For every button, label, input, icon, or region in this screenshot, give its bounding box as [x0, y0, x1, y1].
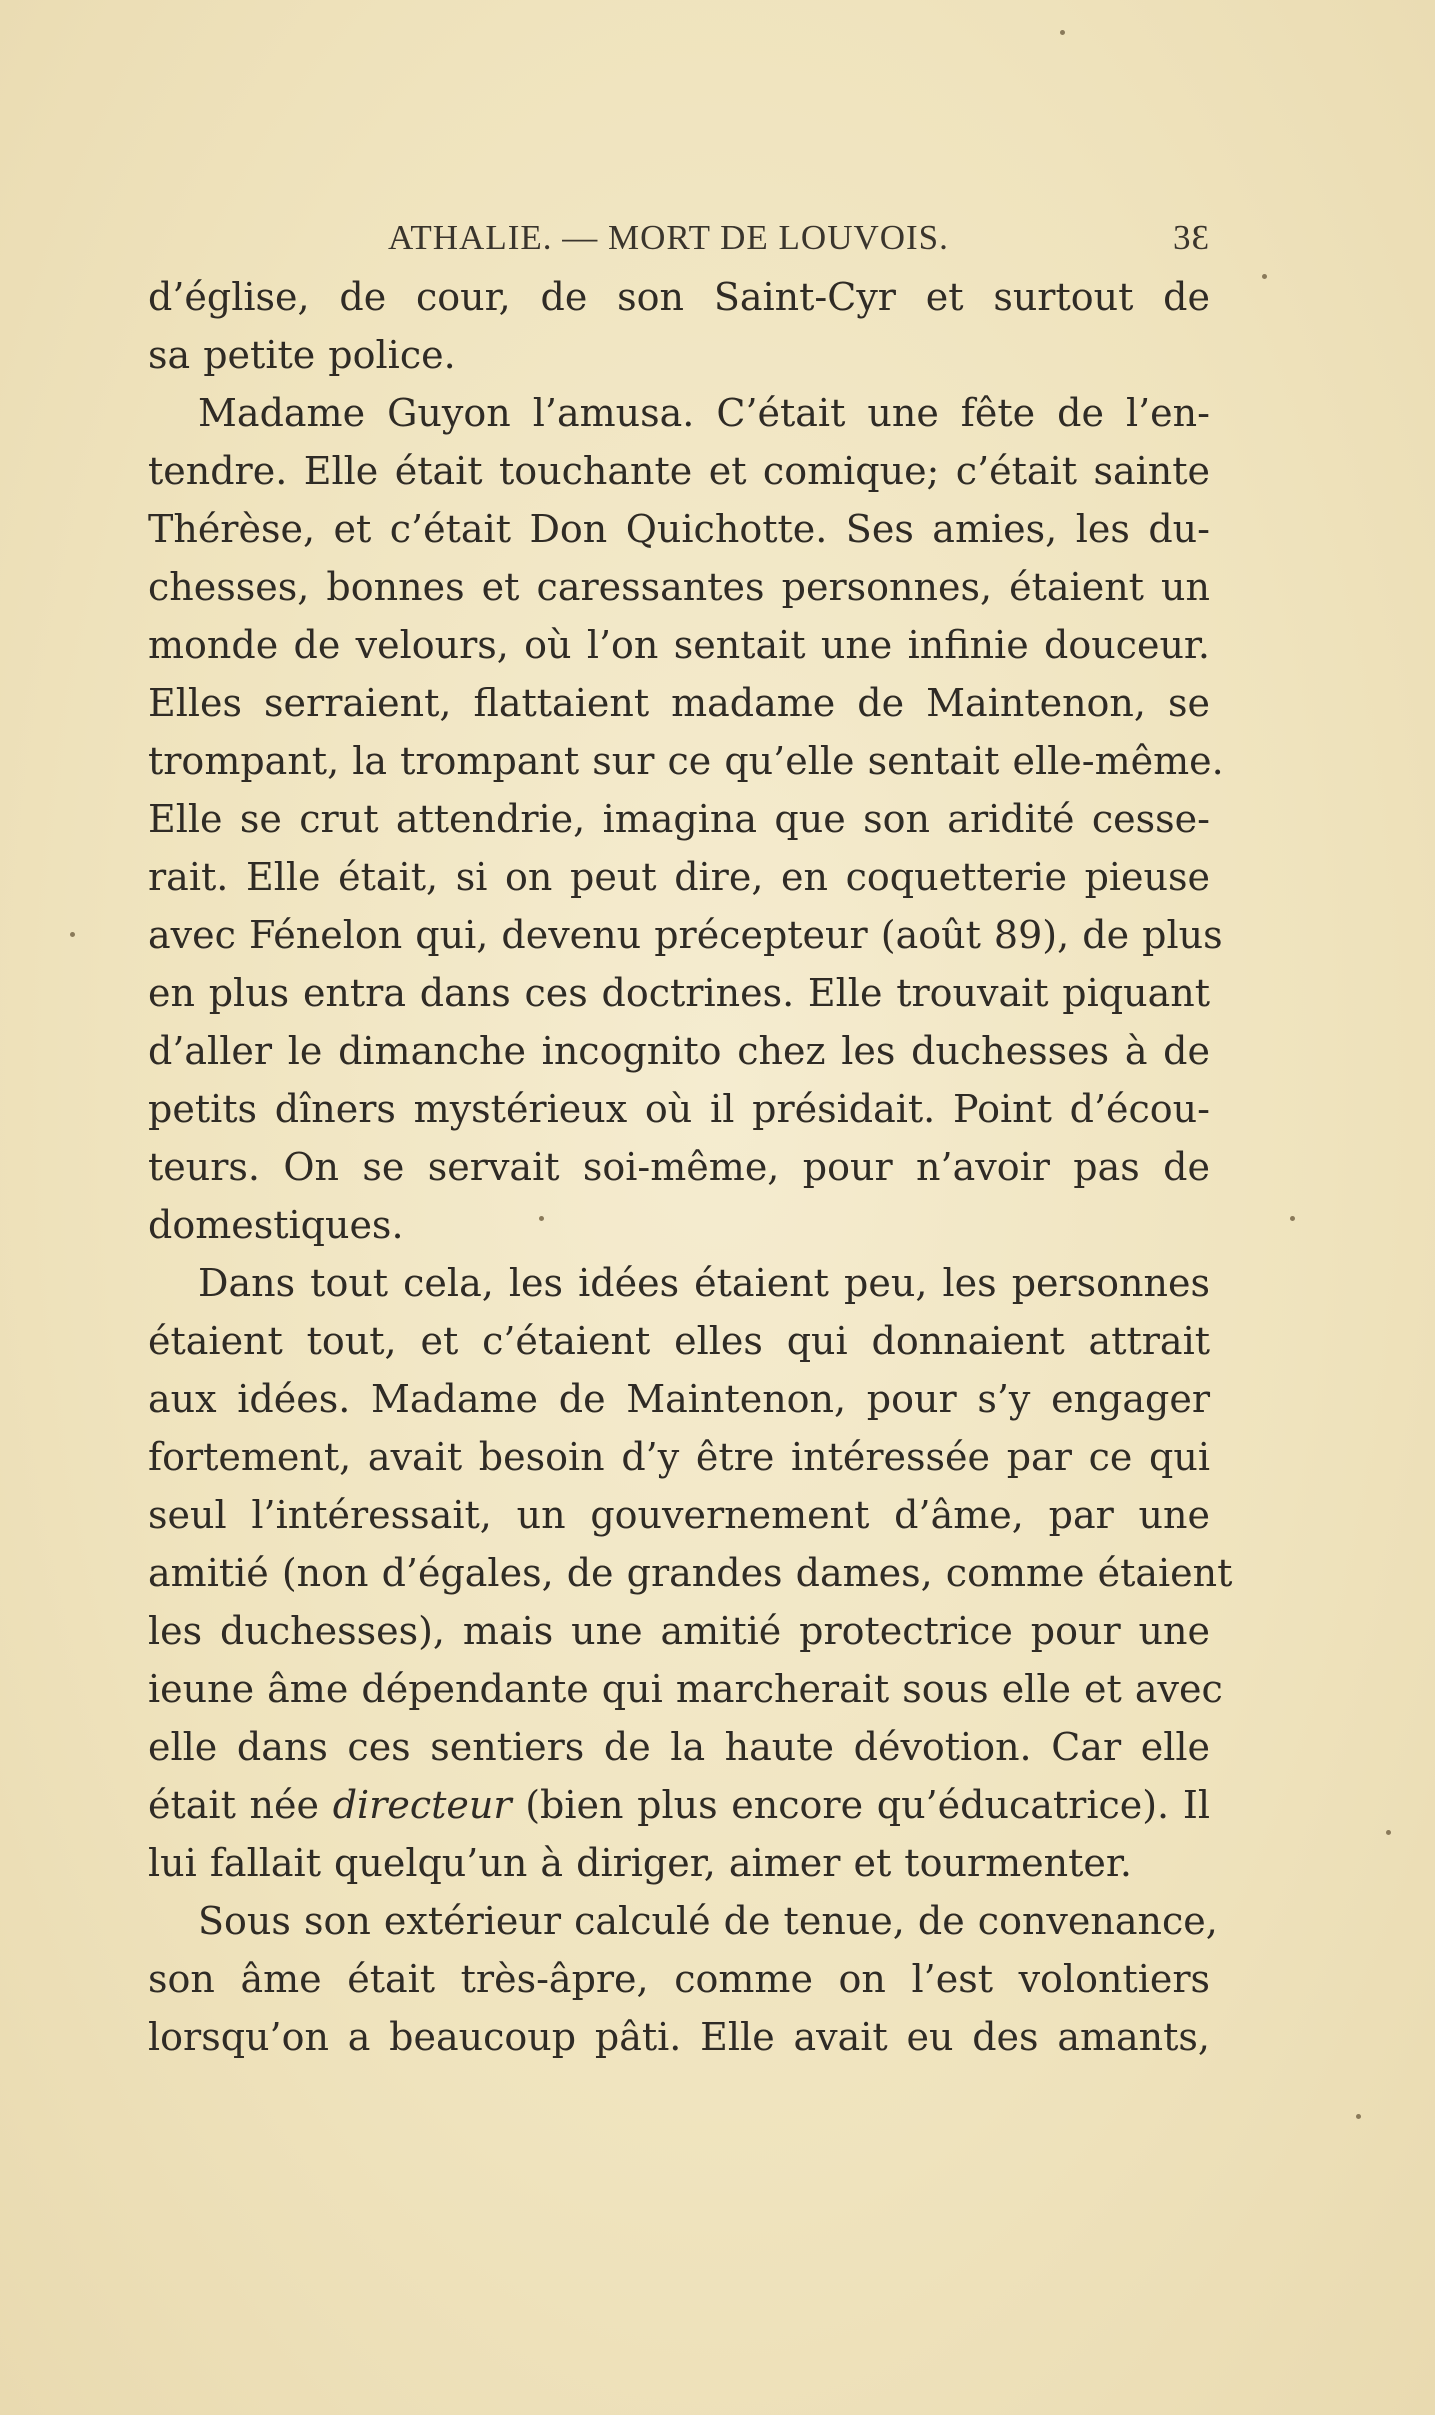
text-line: avec Fénelon qui, devenu précepteur (août 89), de plus: [148, 913, 1223, 957]
paragraph-start-line: Dans tout cela, les idées étaient peu, les personnes: [198, 1261, 1210, 1305]
paragraph-start-line: Sous son extérieur calculé de tenue, de convenance,: [198, 1899, 1218, 1943]
text-line: lorsqu’on a beaucoup pâti. Elle avait eu des amants,: [148, 2015, 1210, 2059]
paper-speck: [1290, 1216, 1295, 1221]
text-line: son âme était très-âpre, comme on l’est volontiers: [148, 1957, 1210, 2001]
text-line: lui fallait quelqu’un à diriger, aimer et tourmenter.: [148, 1841, 1132, 1885]
paper-speck: [70, 932, 75, 937]
text-line: tendre. Elle était touchante et comique; c’était sainte: [148, 449, 1210, 493]
text-line: elle dans ces sentiers de la haute dévotion. Car elle: [148, 1725, 1210, 1769]
text-line: Elles serraient, flattaient madame de Maintenon, se: [148, 681, 1210, 725]
running-head: [148, 218, 1210, 258]
text-line: monde de velours, où l’on sentait une infinie douceur.: [148, 623, 1210, 667]
text-line: aux idées. Madame de Maintenon, pour s’y engager: [148, 1377, 1210, 1421]
text-line: Elle se crut attendrie, imagina que son aridité cesse-: [148, 797, 1210, 841]
text-line: rait. Elle était, si on peut dire, en coquetterie pieuse: [148, 855, 1210, 899]
chapter-title: ATHALIE. — MORT DE LOUVOIS.: [388, 218, 949, 257]
text-line: en plus entra dans ces doctrines. Elle trouvait piquant: [148, 971, 1210, 1015]
body-text: [148, 268, 1233, 2066]
paper-speck: [539, 1216, 544, 1221]
text-segment: (bien plus encore qu’éducatrice). Il: [511, 1783, 1211, 1827]
text-line: d’aller le dimanche incognito chez les duchesses à de: [148, 1029, 1210, 1073]
text-line: fortement, avait besoin d’y être intéressée par ce qui: [148, 1435, 1210, 1479]
paper-speck: [1356, 2114, 1361, 2119]
paper-speck: [1060, 30, 1065, 35]
text-line: Thérèse, et c’était Don Quichotte. Ses amies, les du-: [148, 507, 1210, 551]
text-line: trompant, la trompant sur ce qu’elle sentait elle-même.: [148, 739, 1224, 783]
italic-word: directeur: [332, 1783, 512, 1827]
text-line: ieune âme dépendante qui marcherait sous elle et avec: [148, 1667, 1223, 1711]
text-line: sa petite police.: [148, 333, 456, 377]
paper-speck: [1262, 274, 1267, 279]
text-line: chesses, bonnes et caressantes personnes, étaient un: [148, 565, 1210, 609]
text-line: domestiques.: [148, 1203, 404, 1247]
text-line-with-italic: [148, 1776, 1210, 1834]
text-line: les duchesses), mais une amitié protectrice pour une: [148, 1609, 1210, 1653]
paper-speck: [1386, 1830, 1391, 1835]
text-line: d’église, de cour, de son Saint-Cyr et surtout de: [148, 275, 1210, 319]
paragraph-start-line: Madame Guyon l’amusa. C’était une fête de l’en-: [198, 391, 1210, 435]
text-line: teurs. On se servait soi-même, pour n’avoir pas de: [148, 1145, 1210, 1189]
text-segment: était née: [148, 1783, 333, 1827]
page-number: 3Ɛ: [1172, 218, 1210, 257]
text-line: seul l’intéressait, un gouvernement d’âme, par une: [148, 1493, 1210, 1537]
text-line: petits dîners mystérieux où il présidait. Point d’écou-: [148, 1087, 1210, 1131]
text-line: amitié (non d’égales, de grandes dames, comme étaient: [148, 1551, 1233, 1595]
text-line: étaient tout, et c’étaient elles qui donnaient attrait: [148, 1319, 1210, 1363]
